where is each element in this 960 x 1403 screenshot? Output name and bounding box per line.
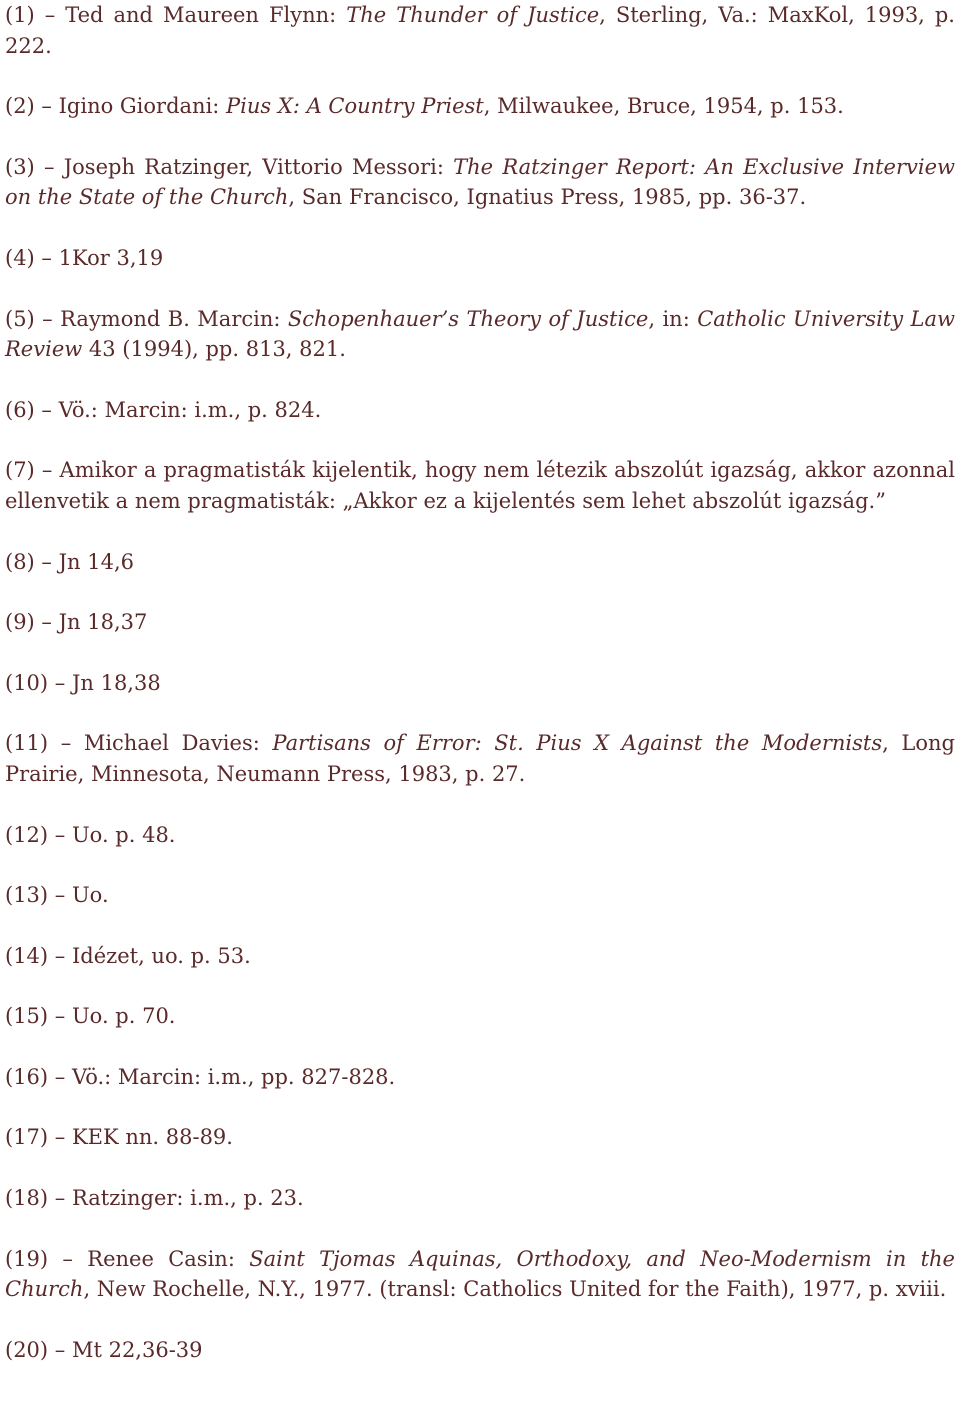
footnote-text: Vö.: Marcin: i.m., p. 824.	[58, 397, 322, 422]
footnote-label: (18)	[5, 1186, 49, 1211]
footnote-label: (3)	[5, 154, 35, 179]
footnote-text: Joseph Ratzinger, Vittorio Messori:	[63, 154, 454, 179]
footnote-5: (5) – Raymond B. Marcin: Schopenhauer’s Theory of Justice, in: Catholic University Law Review 43 (1994), pp. 813, 821.	[5, 306, 955, 362]
footnote-18: (18) – Ratzinger: i.m., p. 23.	[5, 1186, 304, 1211]
footnote-text: KEK nn. 88-89.	[71, 1125, 233, 1150]
footnote-2: (2) – Igino Giordani: Pius X: A Country Priest, Milwaukee, Bruce, 1954, p. 153.	[5, 94, 844, 119]
footnote-text: , New Rochelle, N.Y., 1977. (transl: Catholics United for the Faith), 1977, p. xviii.	[83, 1277, 947, 1302]
footnote-text: Igino Giordani:	[58, 94, 227, 119]
footnote-label: (20)	[5, 1337, 49, 1362]
footnote-label: (6)	[5, 397, 35, 422]
footnote-text: Uo.	[71, 883, 109, 908]
footnote-20: (20) – Mt 22,36-39	[5, 1337, 203, 1362]
footnote-text: , Long Prairie, Minnesota, Neumann Press, 1983, p. 27.	[5, 731, 955, 786]
footnote-label: (7)	[5, 458, 35, 483]
footnote-14: (14) – Idézet, uo. p. 53.	[5, 943, 251, 968]
footnotes-list	[5, 0, 955, 1365]
footnote-19: (19) – Renee Casin: Saint Tjomas Aquinas, Orthodoxy, and Neo-Modernism in the Church, New Rochelle, N.Y., 1977. (transl: Catholics United for the Faith), 1977, p. xviii.	[5, 1246, 955, 1302]
footnote-text: Jn 18,38	[71, 670, 161, 695]
footnote-8: (8) – Jn 14,6	[5, 549, 134, 574]
footnote-label: (14)	[5, 943, 49, 968]
footnote-16: (16) – Vö.: Marcin: i.m., pp. 827-828.	[5, 1064, 396, 1089]
footnote-3: (3) – Joseph Ratzinger, Vittorio Messori: The Ratzinger Report: An Exclusive Interview on the State of the Church, San Francisco, Ignatius Press, 1985, pp. 36-37.	[5, 154, 955, 210]
footnote-label: (15)	[5, 1004, 49, 1029]
footnote-label: (11)	[5, 731, 49, 756]
footnote-text: Renee Casin:	[87, 1246, 250, 1271]
footnote-6: (6) – Vö.: Marcin: i.m., p. 824.	[5, 397, 322, 422]
footnote-text: Uo. p. 48.	[71, 822, 176, 847]
footnote-11: (11) – Michael Davies: Partisans of Error: St. Pius X Against the Modernists, Long Prairie, Minnesota, Neumann Press, 1983, p. 27.	[5, 731, 955, 786]
footnote-label: (10)	[5, 670, 49, 695]
footnote-9: (9) – Jn 18,37	[5, 610, 148, 635]
footnote-label: (19)	[5, 1246, 49, 1271]
footnote-label: (12)	[5, 822, 49, 847]
footnote-text: Idézet, uo. p. 53.	[71, 943, 251, 968]
footnote-10: (10) – Jn 18,38	[5, 670, 161, 695]
footnote-label: (13)	[5, 883, 49, 908]
footnote-text: , Milwaukee, Bruce, 1954, p. 153.	[483, 94, 844, 119]
footnote-label: (8)	[5, 549, 35, 574]
footnote-title: The Ratzinger Report: An Exclusive Interview on the State of the Church	[5, 154, 955, 210]
footnote-13: (13) – Uo.	[5, 883, 109, 908]
footnote-text: 1Kor 3,19	[58, 245, 164, 270]
footnote-text: Ted and Maureen Flynn:	[65, 3, 347, 27]
footnote-text: 43 (1994), pp. 813, 821.	[82, 337, 346, 362]
footnote-label: (16)	[5, 1064, 49, 1089]
footnote-title: Catholic University Law Review	[5, 306, 955, 362]
footnote-15: (15) – Uo. p. 70.	[5, 1004, 176, 1029]
footnote-text: , Sterling, Va.: MaxKol, 1993, p. 222.	[5, 3, 955, 58]
footnote-title: Partisans of Error: St. Pius X Against the Modernists	[272, 731, 883, 756]
footnote-text: Jn 14,6	[58, 549, 134, 574]
footnote-label: (4)	[5, 245, 35, 270]
footnote-label: (5)	[5, 306, 35, 331]
footnote-12: (12) – Uo. p. 48.	[5, 822, 176, 847]
footnote-title: Schopenhauer’s Theory of Justice	[287, 306, 649, 331]
footnote-label: (17)	[5, 1125, 49, 1150]
footnote-text: Vö.: Marcin: i.m., pp. 827-828.	[71, 1064, 396, 1089]
footnote-text: Amikor a pragmatisták kijelentik, hogy nem létezik abszolút igazság, akkor azonnal ellenvetik a nem pragmatisták: „Akkor ez a kijelentés sem lehet abszolút igazság.”	[5, 458, 955, 513]
footnote-text: Michael Davies:	[83, 731, 273, 756]
footnote-text: Ratzinger: i.m., p. 23.	[71, 1186, 304, 1211]
footnote-title: The Thunder of Justice	[346, 3, 600, 27]
footnote-text: Jn 18,37	[58, 610, 148, 635]
footnote-text: Mt 22,36-39	[71, 1337, 203, 1362]
footnote-title: Pius X: A Country Priest	[226, 94, 484, 119]
footnote-text: , in:	[648, 306, 698, 331]
footnote-label: (1)	[5, 3, 35, 27]
footnote-7: (7) – Amikor a pragmatisták kijelentik, hogy nem létezik abszolút igazság, akkor azonnal ellenvetik a nem pragmatisták: „Akkor ez a kijelentés sem lehet abszolút igazság.”	[5, 458, 955, 513]
footnote-label: (2)	[5, 94, 35, 119]
footnote-1: (1) – Ted and Maureen Flynn: The Thunder of Justice, Sterling, Va.: MaxKol, 1993, p. 222.	[5, 3, 955, 58]
footnote-title: Saint Tjomas Aquinas, Orthodoxy, and Neo-Modernism in the Church	[5, 1246, 955, 1302]
footnote-label: (9)	[5, 610, 35, 635]
footnote-text: Raymond B. Marcin:	[60, 306, 288, 331]
footnote-text: , San Francisco, Ignatius Press, 1985, pp. 36-37.	[288, 185, 807, 210]
footnote-17: (17) – KEK nn. 88-89.	[5, 1125, 233, 1150]
footnote-text: Uo. p. 70.	[71, 1004, 176, 1029]
footnote-4: (4) – 1Kor 3,19	[5, 245, 164, 270]
